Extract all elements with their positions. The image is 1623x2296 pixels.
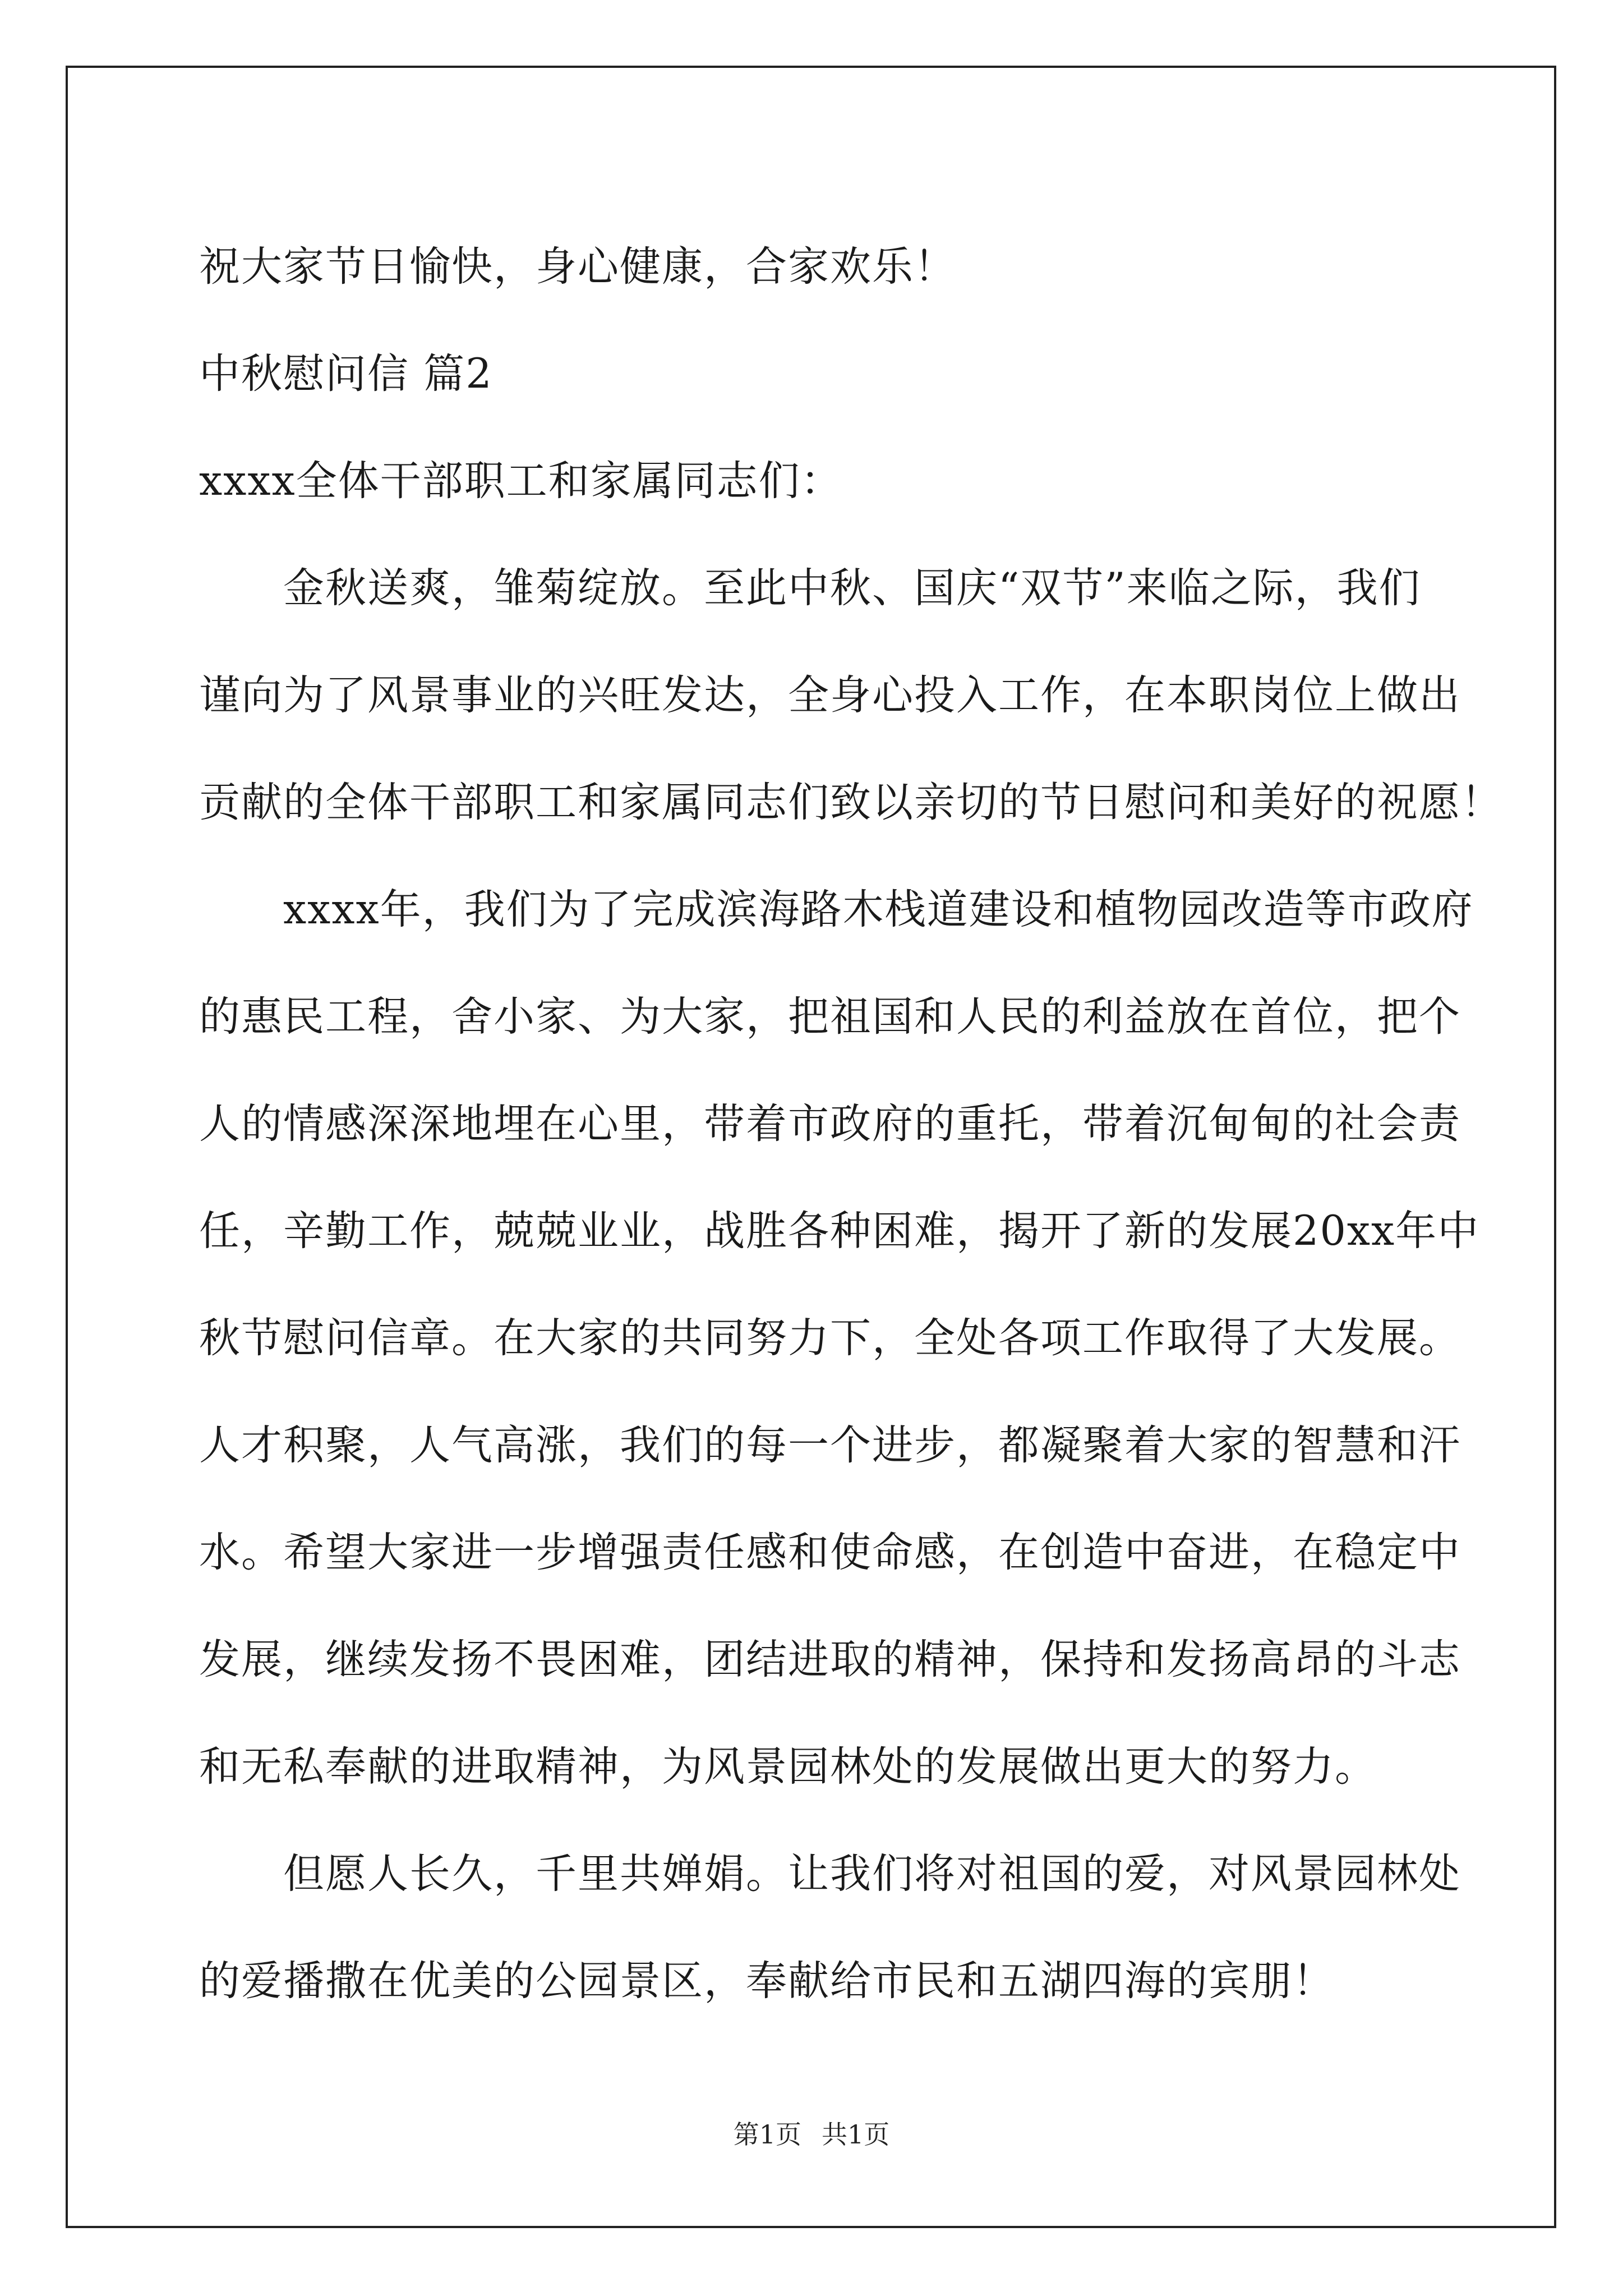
- document-body: [199, 213, 1503, 2035]
- paragraph-2-line-8: 发展，继续发扬不畏困难，团结进取的精神，保持和发扬高昂的斗志: [199, 1636, 1461, 1683]
- paragraph-3-line-1: 但愿人长久，千里共婵娟。让我们将对祖国的爱，对风景园林处: [283, 1850, 1461, 1898]
- paragraph-1-line-2: 谨向为了风景事业的兴旺发达，全身心投入工作，在本职岗位上做出: [199, 671, 1461, 719]
- paragraph-2-line-4: 任，辛勤工作，兢兢业业，战胜各种困难，揭开了新的发展20xx年中: [199, 1207, 1480, 1255]
- text-line-1: 祝大家节日愉快，身心健康，合家欢乐！: [199, 243, 956, 291]
- paragraph-2-line-9: 和无私奉献的进取精神，为风景园林处的发展做出更大的努力。: [199, 1743, 1377, 1791]
- paragraph-2-line-5: 秋节慰问信章。在大家的共同努力下，全处各项工作取得了大发展。: [199, 1314, 1461, 1362]
- section-heading: 中秋慰问信 篇2: [199, 350, 493, 398]
- paragraph-1-line-1: 金秋送爽，雏菊绽放。至此中秋、国庆“双节”来临之际，我们: [283, 564, 1421, 612]
- paragraph-1-line-3: 贡献的全体干部职工和家属同志们致以亲切的节日慰问和美好的祝愿！: [199, 779, 1503, 826]
- paragraph-2-line-2: 的惠民工程，舍小家、为大家，把祖国和人民的利益放在首位，把个: [199, 993, 1461, 1041]
- page-number-current: 第1页: [733, 2119, 801, 2150]
- paragraph-2-line-7: 水。希望大家进一步增强责任感和使命感，在创造中奋进，在稳定中: [199, 1529, 1461, 1576]
- page-footer: [0, 2118, 1623, 2151]
- paragraph-2-line-1: xxxx年，我们为了完成滨海路木栈道建设和植物园改造等市政府: [283, 886, 1474, 933]
- paragraph-3-line-2: 的爱播撒在优美的公园景区，奉献给市民和五湖四海的宾朋！: [199, 1957, 1335, 2005]
- paragraph-2-line-6: 人才积聚，人气高涨，我们的每一个进步，都凝聚着大家的智慧和汗: [199, 1421, 1461, 1469]
- paragraph-2-line-3: 人的情感深深地埋在心里，带着市政府的重托，带着沉甸甸的社会责: [199, 1100, 1461, 1148]
- salutation: xxxx全体干部职工和家属同志们：: [199, 457, 843, 505]
- page-number-total: 共1页: [822, 2119, 890, 2150]
